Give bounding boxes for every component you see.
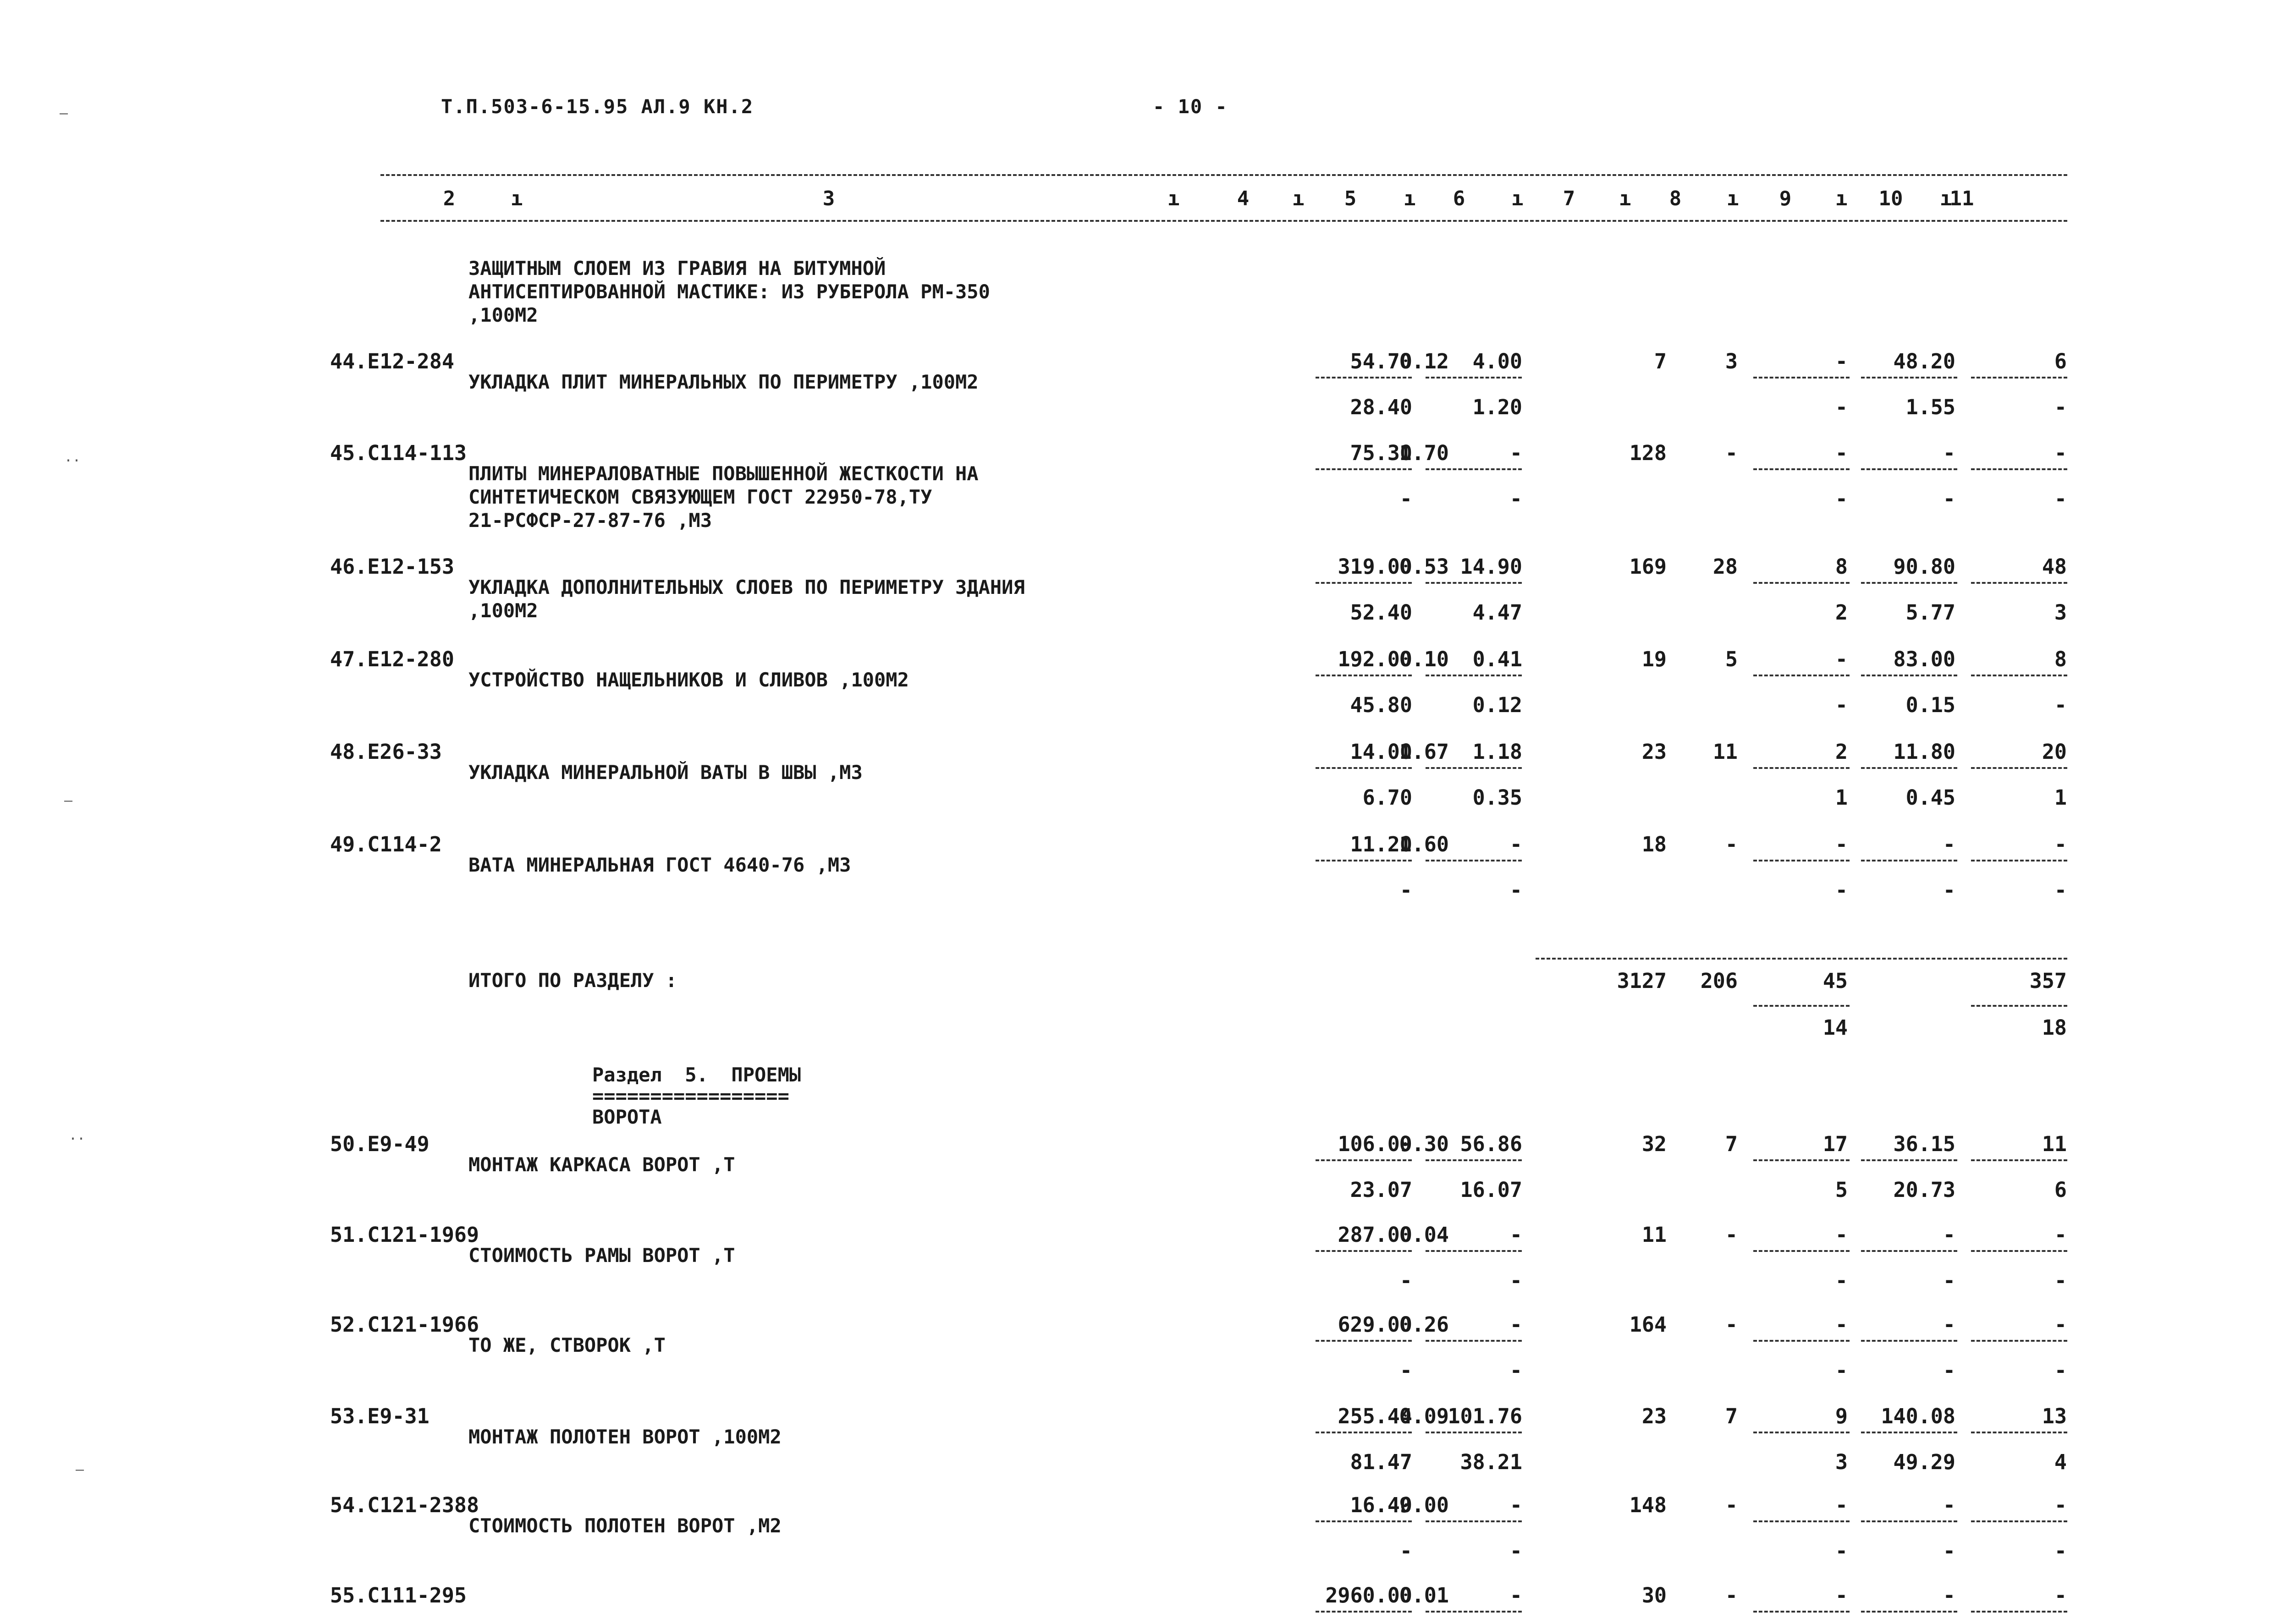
row-c5: 106.09 <box>1338 1132 1412 1156</box>
row-description: МОНТАЖ КАРКАСА ВОРОТ ,Т <box>468 1153 735 1176</box>
row-c11b: - <box>2054 693 2067 717</box>
row-code: 47.Е12-280 <box>330 647 454 671</box>
column-header: 7 <box>1563 187 1575 210</box>
row-c9b: - <box>1835 878 1848 902</box>
row-c8: - <box>1725 1493 1738 1517</box>
row-c9: - <box>1835 441 1848 465</box>
row-c4: 0.01 <box>1399 1583 1449 1608</box>
row-c10b: - <box>1943 1539 1955 1563</box>
row-c5: 75.30 <box>1350 441 1412 465</box>
row-c10b: 0.15 <box>1905 693 1955 717</box>
row-c7: 23 <box>1641 740 1667 764</box>
total-c9b: 14 <box>1823 1015 1848 1040</box>
cell-rule <box>1861 860 1957 861</box>
row-c6: - <box>1509 1312 1522 1337</box>
row-c9b: - <box>1835 1539 1848 1563</box>
row-c9: - <box>1835 1583 1848 1608</box>
row-c5b: - <box>1399 1539 1412 1563</box>
cell-rule <box>1861 675 1957 676</box>
cell-rule <box>1971 767 2067 769</box>
cell-rule <box>1971 860 2067 861</box>
row-description: ПЛИТЫ МИНЕРАЛОВАТНЫЕ ПОВЫШЕННОЙ ЖЕСТКОСТИ НА СИНТЕТИЧЕСКОМ СВЯЗУЮЩЕМ ГОСТ 22950-78,ТУ 21-РСФСР-27-87-76 ,М3 <box>468 462 979 532</box>
row-c6b: 4.47 <box>1472 600 1522 625</box>
row-c11: 6 <box>2054 349 2067 373</box>
cell-rule <box>1753 1250 1850 1252</box>
header-rule-top <box>380 174 2067 176</box>
row-c7: 128 <box>1629 441 1667 465</box>
row-c9: - <box>1835 1312 1848 1337</box>
column-separator: ı <box>1727 187 1739 210</box>
row-c9: - <box>1835 1223 1848 1247</box>
row-c5b: - <box>1399 878 1412 902</box>
cell-rule <box>1316 377 1412 379</box>
total-label: ИТОГО ПО РАЗДЕЛУ : <box>468 969 677 992</box>
row-c6b: 0.12 <box>1472 693 1522 717</box>
cell-rule <box>1316 582 1412 584</box>
row-c10: 36.15 <box>1893 1132 1955 1156</box>
page-number: - 10 - <box>1153 95 1228 118</box>
cell-rule <box>1426 767 1522 769</box>
row-c9: 9 <box>1835 1404 1848 1428</box>
row-c9: 8 <box>1835 554 1848 579</box>
cell-rule <box>1316 1520 1412 1522</box>
row-c10b: 0.45 <box>1905 785 1955 810</box>
cell-rule <box>1316 1159 1412 1161</box>
row-c6b: 38.21 <box>1460 1450 1522 1474</box>
row-c10b: - <box>1943 1268 1955 1293</box>
row-c6: 14.90 <box>1460 554 1522 579</box>
cell-rule <box>1971 1250 2067 1252</box>
row-c11: 11 <box>2042 1132 2067 1156</box>
row-c6: 4.00 <box>1472 349 1522 373</box>
row-c11: - <box>2054 1493 2067 1517</box>
row-c9b: - <box>1835 1358 1848 1383</box>
row-c6: 1.18 <box>1472 740 1522 764</box>
row-c11b: - <box>2054 878 2067 902</box>
row-c9b: - <box>1835 693 1848 717</box>
cell-rule <box>1753 468 1850 470</box>
cell-rule <box>1426 1611 1522 1613</box>
row-c5: 16.40 <box>1350 1493 1412 1517</box>
row-description: ВАТА МИНЕРАЛЬНАЯ ГОСТ 4640-76 ,М3 <box>468 854 851 876</box>
row-c5: 14.00 <box>1350 740 1412 764</box>
row-c10b: - <box>1943 878 1955 902</box>
cell-rule <box>1971 468 2067 470</box>
cell-rule <box>1753 1520 1850 1522</box>
total-c8: 206 <box>1700 969 1738 993</box>
row-c9: 2 <box>1835 740 1848 764</box>
row-c11: - <box>2054 1312 2067 1337</box>
row-c11: - <box>2054 832 2067 856</box>
row-c5: 54.70 <box>1350 349 1412 373</box>
row-c7: 18 <box>1641 832 1667 856</box>
total-c9-rule <box>1753 1005 1850 1007</box>
row-c5b: 81.47 <box>1350 1450 1412 1474</box>
column-separator: ı <box>1404 187 1416 210</box>
cell-rule <box>1316 1432 1412 1433</box>
cell-rule <box>1426 1520 1522 1522</box>
row-code: 50.Е9-49 <box>330 1132 429 1156</box>
cell-rule <box>1316 1611 1412 1613</box>
total-c9: 45 <box>1823 969 1848 993</box>
row-c8: - <box>1725 1312 1738 1337</box>
row-c9b: 2 <box>1835 600 1848 625</box>
section-subtitle: ВОРОТА <box>592 1106 662 1128</box>
row-c11: - <box>2054 1583 2067 1608</box>
column-separator: ı <box>1619 187 1631 210</box>
row-c11b: 3 <box>2054 600 2067 625</box>
margin-mark: – <box>76 1462 84 1478</box>
row-c9: - <box>1835 832 1848 856</box>
cell-rule <box>1971 1611 2067 1613</box>
cell-rule <box>1861 1611 1957 1613</box>
row-c10: - <box>1943 832 1955 856</box>
row-c10b: 1.55 <box>1905 395 1955 419</box>
row-c8: 28 <box>1712 554 1738 579</box>
row-c4: 1.67 <box>1399 740 1449 764</box>
total-c11: 357 <box>2029 969 2067 993</box>
row-description: УКЛАДКА МИНЕРАЛЬНОЙ ВАТЫ В ШВЫ ,М3 <box>468 761 863 784</box>
row-c7: 23 <box>1641 1404 1667 1428</box>
row-c5b: - <box>1399 1268 1412 1293</box>
row-code: 55.С111-295 <box>330 1583 467 1608</box>
row-c5b: - <box>1399 1358 1412 1383</box>
row-c8: 3 <box>1725 349 1738 373</box>
row-c9b: 3 <box>1835 1450 1848 1474</box>
row-c6b: 0.35 <box>1472 785 1522 810</box>
row-c5: 629.00 <box>1338 1312 1412 1337</box>
cell-rule <box>1753 675 1850 676</box>
cell-rule <box>1316 767 1412 769</box>
row-c11: 48 <box>2042 554 2067 579</box>
row-c10: 11.80 <box>1893 740 1955 764</box>
cell-rule <box>1426 1432 1522 1433</box>
row-c11: - <box>2054 1223 2067 1247</box>
column-header: 6 <box>1453 187 1465 210</box>
row-code: 51.С121-1969 <box>330 1223 479 1247</box>
row-c10: 90.80 <box>1893 554 1955 579</box>
row-description: ТО ЖЕ, СТВОРОК ,Т <box>468 1334 666 1356</box>
cell-rule <box>1426 1340 1522 1342</box>
cell-rule <box>1753 860 1850 861</box>
row-c6: - <box>1509 832 1522 856</box>
column-header: 8 <box>1669 187 1682 210</box>
column-header: 2 <box>443 187 456 210</box>
row-c9: - <box>1835 349 1848 373</box>
row-c5b: - <box>1399 487 1412 511</box>
row-c4: 0.04 <box>1399 1223 1449 1247</box>
row-c9: 17 <box>1823 1132 1848 1156</box>
cell-rule <box>1426 675 1522 676</box>
row-c4: 9.00 <box>1399 1493 1449 1517</box>
row-c11: 13 <box>2042 1404 2067 1428</box>
cell-rule <box>1861 1159 1957 1161</box>
row-c5b: 28.40 <box>1350 395 1412 419</box>
row-c5: 11.20 <box>1350 832 1412 856</box>
cell-rule <box>1426 1250 1522 1252</box>
cell-rule <box>1861 468 1957 470</box>
row-c4: 0.30 <box>1399 1132 1449 1156</box>
total-c11b: 18 <box>2042 1015 2067 1040</box>
row-c11: - <box>2054 441 2067 465</box>
column-separator: ı <box>1835 187 1848 210</box>
row-description: МОНТАЖ ПОЛОТЕН ВОРОТ ,100М2 <box>468 1426 782 1448</box>
cell-rule <box>1753 377 1850 379</box>
row-c6: 56.86 <box>1460 1132 1522 1156</box>
row-c4: 0.26 <box>1399 1312 1449 1337</box>
cell-rule <box>1971 1340 2067 1342</box>
cell-rule <box>1971 377 2067 379</box>
cell-rule <box>1861 1432 1957 1433</box>
row-c10: 83.00 <box>1893 647 1955 671</box>
row-c6b: - <box>1509 1268 1522 1293</box>
row-description: УКЛАДКА ПЛИТ МИНЕРАЛЬНЫХ ПО ПЕРИМЕТРУ ,100М2 <box>468 371 979 393</box>
row-c11b: 6 <box>2054 1178 2067 1202</box>
row-c4: 0.12 <box>1399 349 1449 373</box>
row-c8: 5 <box>1725 647 1738 671</box>
row-c5: 319.00 <box>1338 554 1412 579</box>
row-c5b: 52.40 <box>1350 600 1412 625</box>
row-code: 45.С114-113 <box>330 441 467 465</box>
row-c7: 164 <box>1629 1312 1667 1337</box>
row-c5: 2960.00 <box>1325 1583 1412 1608</box>
row-c9b: 1 <box>1835 785 1848 810</box>
row-description: УКЛАДКА ДОПОЛНИТЕЛЬНЫХ СЛОЕВ ПО ПЕРИМЕТРУ ЗДАНИЯ ,100М2 <box>468 576 1025 622</box>
row-description: УСТРОЙСТВО НАЩЕЛЬНИКОВ И СЛИВОВ ,100М2 <box>468 669 909 691</box>
row-c4: 1.60 <box>1399 832 1449 856</box>
row-c5b: 23.07 <box>1350 1178 1412 1202</box>
column-separator: ı <box>1292 187 1305 210</box>
cell-rule <box>1316 860 1412 861</box>
row-c6: - <box>1509 1583 1522 1608</box>
cell-rule <box>1753 1611 1850 1613</box>
column-separator: ı <box>1940 187 1952 210</box>
row-c4: 0.53 <box>1399 554 1449 579</box>
row-c8: 7 <box>1725 1404 1738 1428</box>
intro-text: ЗАЩИТНЫМ СЛОЕМ ИЗ ГРАВИЯ НА БИТУМНОЙ АНТИСЕПТИРОВАННОЙ МАСТИКЕ: ИЗ РУБЕРОЛА РМ-350 ,100М2 <box>468 257 990 326</box>
cell-rule <box>1753 1159 1850 1161</box>
cell-rule <box>1426 1159 1522 1161</box>
section-title: Раздел 5. ПРОЕМЫ <box>592 1064 801 1086</box>
row-description: СТОИМОСТЬ РАМЫ ВОРОТ ,Т <box>468 1244 735 1267</box>
total-rule <box>1536 958 2067 960</box>
cell-rule <box>1316 468 1412 470</box>
row-c6b: - <box>1509 1539 1522 1563</box>
row-c9: - <box>1835 1493 1848 1517</box>
cell-rule <box>1316 675 1412 676</box>
cell-rule <box>1861 582 1957 584</box>
row-c10b: 49.29 <box>1893 1450 1955 1474</box>
row-c8: 11 <box>1712 740 1738 764</box>
row-c9b: 5 <box>1835 1178 1848 1202</box>
column-separator: ı <box>511 187 523 210</box>
cell-rule <box>1753 1340 1850 1342</box>
row-c4: 0.10 <box>1399 647 1449 671</box>
row-c5: 192.00 <box>1338 647 1412 671</box>
row-c5: 287.00 <box>1338 1223 1412 1247</box>
row-c6: 0.41 <box>1472 647 1522 671</box>
row-c8: - <box>1725 832 1738 856</box>
row-c10b: 5.77 <box>1905 600 1955 625</box>
row-c9: - <box>1835 647 1848 671</box>
row-c5b: 45.80 <box>1350 693 1412 717</box>
row-c6b: - <box>1509 878 1522 902</box>
row-code: 49.С114-2 <box>330 832 442 856</box>
cell-rule <box>1861 767 1957 769</box>
row-c6b: - <box>1509 487 1522 511</box>
row-c10: - <box>1943 1223 1955 1247</box>
total-c11-rule <box>1971 1005 2067 1007</box>
row-c9b: - <box>1835 1268 1848 1293</box>
row-c7: 19 <box>1641 647 1667 671</box>
row-description: СТОИМОСТЬ ПОЛОТЕН ВОРОТ ,М2 <box>468 1514 782 1537</box>
margin-mark: – <box>64 793 73 809</box>
row-code: 52.С121-1966 <box>330 1312 479 1337</box>
column-header: 11 <box>1949 187 1974 210</box>
row-c8: - <box>1725 1583 1738 1608</box>
column-header: 3 <box>822 187 835 210</box>
row-c6b: 1.20 <box>1472 395 1522 419</box>
row-c7: 148 <box>1629 1493 1667 1517</box>
margin-mark: .. <box>69 1127 86 1143</box>
total-c7: 3127 <box>1617 969 1667 993</box>
row-code: 44.Е12-284 <box>330 349 454 373</box>
row-c6: 101.76 <box>1448 1404 1522 1428</box>
margin-mark: – <box>60 105 68 121</box>
cell-rule <box>1861 1520 1957 1522</box>
row-c8: 7 <box>1725 1132 1738 1156</box>
row-c6b: 16.07 <box>1460 1178 1522 1202</box>
cell-rule <box>1971 582 2067 584</box>
row-c11b: - <box>2054 1539 2067 1563</box>
column-header: 5 <box>1344 187 1357 210</box>
row-c5b: 6.70 <box>1362 785 1412 810</box>
cell-rule <box>1861 377 1957 379</box>
row-c10b: 20.73 <box>1893 1178 1955 1202</box>
row-code: 48.Е26-33 <box>330 740 442 764</box>
row-c11b: 4 <box>2054 1450 2067 1474</box>
cell-rule <box>1971 1159 2067 1161</box>
row-c4: 1.70 <box>1399 441 1449 465</box>
row-c10: - <box>1943 1493 1955 1517</box>
row-c10b: - <box>1943 487 1955 511</box>
row-c11: 8 <box>2054 647 2067 671</box>
doc-code: Т.П.503-6-15.95 АЛ.9 КН.2 <box>441 95 754 118</box>
row-code: 54.С121-2388 <box>330 1493 479 1517</box>
row-c7: 7 <box>1654 349 1667 373</box>
row-c11b: 1 <box>2054 785 2067 810</box>
column-separator: ı <box>1511 187 1524 210</box>
cell-rule <box>1316 1340 1412 1342</box>
row-c10b: - <box>1943 1358 1955 1383</box>
row-c10: - <box>1943 441 1955 465</box>
cell-rule <box>1426 468 1522 470</box>
row-c11b: - <box>2054 1358 2067 1383</box>
margin-mark: .. <box>64 449 81 465</box>
cell-rule <box>1426 377 1522 379</box>
row-c7: 32 <box>1641 1132 1667 1156</box>
row-c6: - <box>1509 1223 1522 1247</box>
cell-rule <box>1426 582 1522 584</box>
row-code: 46.Е12-153 <box>330 554 454 579</box>
row-c9b: - <box>1835 487 1848 511</box>
cell-rule <box>1316 1250 1412 1252</box>
column-header: 10 <box>1878 187 1903 210</box>
column-header: 9 <box>1779 187 1792 210</box>
column-separator: ı <box>1167 187 1180 210</box>
row-c8: - <box>1725 441 1738 465</box>
row-c11b: - <box>2054 395 2067 419</box>
row-code: 53.Е9-31 <box>330 1404 429 1428</box>
row-c11b: - <box>2054 1268 2067 1293</box>
row-c10: 140.08 <box>1881 1404 1955 1428</box>
row-c6: - <box>1509 1493 1522 1517</box>
row-c9b: - <box>1835 395 1848 419</box>
row-c10: - <box>1943 1312 1955 1337</box>
header-rule-bottom <box>380 220 2067 222</box>
cell-rule <box>1971 1520 2067 1522</box>
row-c4: 0.09 <box>1399 1404 1449 1428</box>
row-c7: 169 <box>1629 554 1667 579</box>
row-c7: 11 <box>1641 1223 1667 1247</box>
cell-rule <box>1861 1250 1957 1252</box>
cell-rule <box>1971 1432 2067 1433</box>
section-underline: ================= <box>592 1085 789 1107</box>
row-c7: 30 <box>1641 1583 1667 1608</box>
row-c5: 255.44 <box>1338 1404 1412 1428</box>
row-c10: - <box>1943 1583 1955 1608</box>
cell-rule <box>1861 1340 1957 1342</box>
row-c10: 48.20 <box>1893 349 1955 373</box>
row-c6b: - <box>1509 1358 1522 1383</box>
cell-rule <box>1753 767 1850 769</box>
column-header: 4 <box>1237 187 1250 210</box>
cell-rule <box>1753 1432 1850 1433</box>
row-c11: 20 <box>2042 740 2067 764</box>
cell-rule <box>1971 675 2067 676</box>
row-c8: - <box>1725 1223 1738 1247</box>
cell-rule <box>1753 582 1850 584</box>
cell-rule <box>1426 860 1522 861</box>
row-c6: - <box>1509 441 1522 465</box>
row-c11b: - <box>2054 487 2067 511</box>
